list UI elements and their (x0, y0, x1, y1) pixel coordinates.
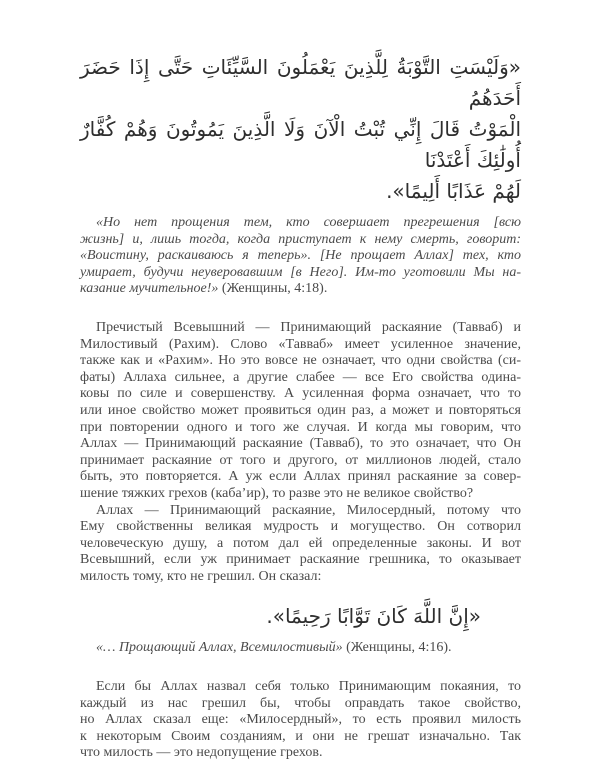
text-line: жизнь] и, лишь тогда, когда приступает к нему смерть, говорит: (80, 231, 521, 247)
text-line: Всевышний, если уж принимает раскаяние грешника, то оказывает (80, 552, 521, 568)
text-line: ковы по силе и совершенству. А усиленная форма означает, что то (80, 386, 521, 402)
text-line: «Воистину, раскаиваюсь я теперь». [Не прощает Аллах] тех, кто (80, 248, 521, 264)
text-line: фаты) Аллаха сильнее, а другие слабее — все Его свойства одина- (80, 369, 521, 385)
verse-reference: (Женщины, 4:18). (218, 281, 328, 297)
text-line: при повторении одного и того же случая. И когда мы говорим, что (80, 419, 521, 435)
text-line: или иное свойство может проявиться один раз, а может и повторяться (80, 402, 521, 418)
text-line: но Аллах сказал еще: «Милосердный», то есть проявил милость (80, 712, 521, 728)
text-line: каждый из нас грешил бы, чтобы оправдать такое свойство, (80, 695, 521, 711)
text-line: шение тяжких грехов (каба’ир), то разве это не великое свойство? (80, 485, 474, 501)
text-line: Если бы Аллах назвал себя только Принимающим покаяния, то (96, 679, 521, 695)
verse-reference: (Женщины, 4:16). (342, 640, 452, 656)
paragraph-2 (80, 503, 521, 586)
arabic-line: لَهُمْ عَذَابًا أَلِيمًا». (386, 179, 521, 203)
arabic-line: الْمَوْتُ قَالَ إِنِّي تُبْتُ الْآنَ وَلَا الَّذِينَ يَمُوتُونَ وَهُمْ كُفَّارٌ أُولَٰئِكَ أَعْتَدْنَا (80, 117, 521, 172)
text-line: Пречистый Всевышний — Принимающий раскаяние (Тавваб) и (96, 319, 521, 335)
translation-4-18 (80, 215, 521, 298)
text-line: к некоторым Своим созданиям, и они не грешат изначально. Так (80, 728, 521, 744)
text-line: быть, это повторяется. А уж если Аллах принял раскаяние за совер- (80, 469, 521, 485)
text-line: милость тому, кто не грешил. Он сказал: (80, 568, 322, 584)
arabic-line: «وَلَيْسَتِ التَّوْبَةُ لِلَّذِينَ يَعْمَلُونَ السَّيِّئَاتِ حَتَّى إِذَا حَضَرَ أَحَدَهُمُ (80, 55, 521, 110)
text-line: принимает раскаяние от того и другого, от миллионов людей, стало (80, 452, 521, 468)
text-line: Ему свойственны великая мудрость и могущество. Он сотворил (80, 519, 521, 535)
text-line: Аллах — Принимающий раскаяние, Милосердный, потому что (96, 502, 521, 518)
text-line: казание мучительное!» (80, 281, 219, 297)
text-line: также как и «Рахим». Но это вовсе не означает, что одни свойства (си- (80, 353, 521, 369)
text-line: Милостивый (Рахим). Слово «Тавваб» имеет усиленное значение, (80, 336, 521, 352)
text-line: «Но нет прощения тем, кто совершает прегрешения [всю (96, 215, 521, 230)
translation-4-16 (80, 640, 521, 657)
text-line: человеческую душу, а потом дал ей определенные законы. И вот (80, 535, 521, 551)
page-content (80, 0, 521, 762)
text-line: Аллах — Принимающий раскаяние (Тавваб), то это означает, что Он (80, 436, 521, 452)
text-line: умирает, будучи неуверовавшим [в Него]. Им-то уготовили Мы на- (80, 264, 521, 280)
arabic-line: «إِنَّ اللَّهَ كَانَ تَوَّابًا رَحِيمًا». (266, 604, 481, 629)
arabic-verse-4-18 (80, 52, 521, 207)
arabic-verse-4-16 (80, 601, 521, 632)
text-line: что милость — это недопущение грехов. (80, 745, 323, 761)
paragraph-1 (80, 320, 521, 503)
quote-text: «… Прощающий Аллах, Всемилостивый» (96, 640, 343, 656)
